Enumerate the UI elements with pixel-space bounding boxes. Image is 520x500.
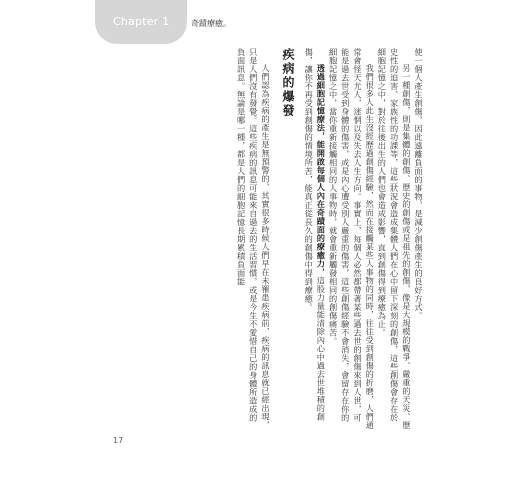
running-title: 奇蹟療癒。: [191, 19, 231, 28]
paragraph: 我們很多人此生沒經歷過創傷經驗，然而在接觸某些人事物的同時，往往受到創傷的折磨，人們通常會怪天尤人，迷惘以及失去人生方向。事實上，每個人必然都帶著某些過去世的創傷來到人世，可能是過去世受到身體的傷害，或是內心遭受別人嚴重的傷害，這些創傷經驗不會消失，會留存在你的細胞記憶之中，當你重新接觸相同的人事物時，就會重新觸發相同的創傷痛苦。: [328, 48, 376, 430]
vertical-text-body: [95, 48, 425, 430]
paragraph: 人們認為疾病的產生是無預警的，其實很多時候人們早在未罹患疾病前，疾病的訊息就已經出現，只是人們沒有發覺。這些疾病的訊息可能來自過去的生活習慣，或是今生不愛惜自己的身體所造成的負面訊息。無論是哪一種，都是人們的細胞記憶長期累積負面能: [236, 48, 271, 430]
chapter-label: Chapter 1: [113, 15, 170, 28]
emphasis-text: 透過細胞記憶療法，能開啟每個人內在奇蹟面的療癒力，: [316, 64, 327, 277]
page-number: 17: [113, 436, 124, 445]
paragraph: 使一個人產生創傷，因此遠離負面的事物，是減少創傷產生的良好方式。: [414, 48, 424, 320]
section-heading: 疾病的爆發: [280, 48, 295, 118]
paragraph: 另一種創傷，則是集體的創傷、歷史的創傷或是祖先的創傷，像是大規模的戰爭、嚴重的天災、歷史性的迫害、家族性的功課等，這些狀況會造成集體人們在心中留下深刻的創傷，這些創傷會存在於細胞記憶之中，對於往後出生的人們也會造成影響，直到創傷得到療癒為止。: [377, 48, 412, 430]
paragraph-emphasis: 透過細胞記憶療法，能開啟每個人內在奇蹟面的療癒力，這股力量能清除內心中過去世堆積的創傷，讓你不再受到創傷的情境所苦，能真正從長久的創傷中得到療癒。: [304, 48, 327, 422]
